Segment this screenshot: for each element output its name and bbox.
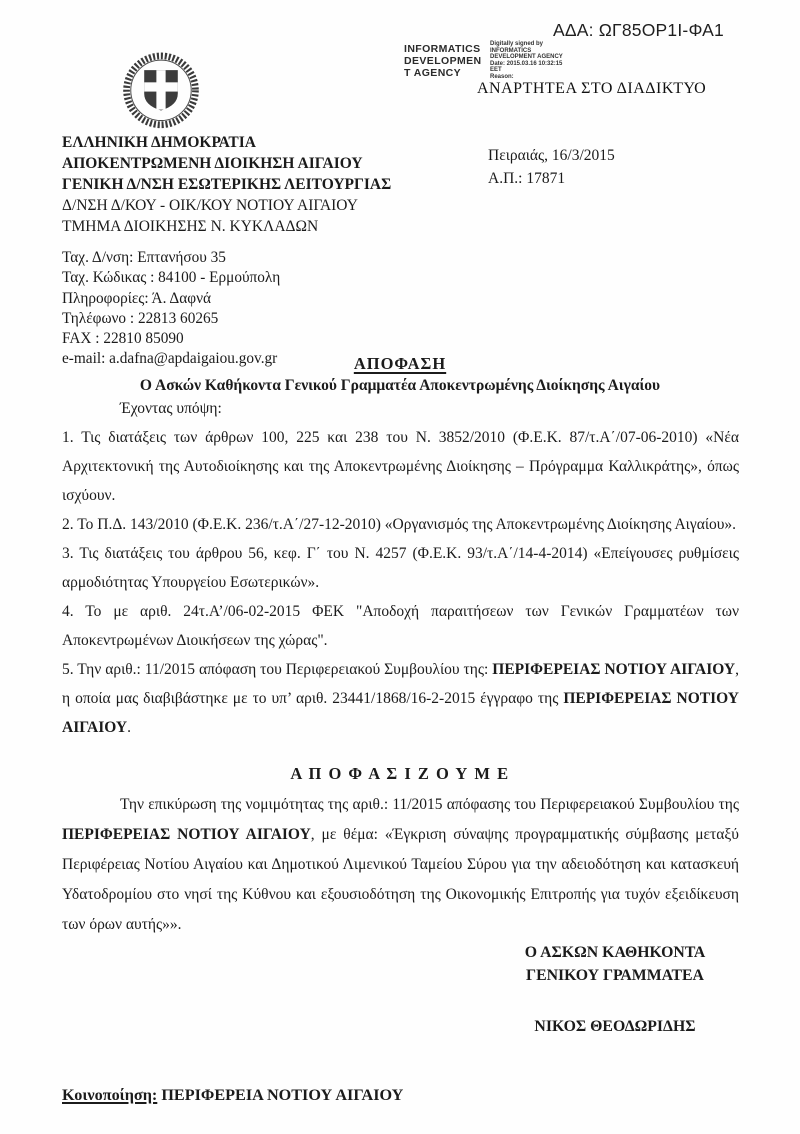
stamp-detail-line: INFORMATICS [490,47,532,54]
consideration-item: 2. Το Π.Δ. 143/2010 (Φ.Ε.Κ. 236/τ.Α΄/27-12-2010) «Οργανισμός της Αποκεντρωμένης Διοίκησης Αιγαίου». [62,516,737,533]
distribution-line [62,1086,403,1105]
stamp-agency-line: T AGENCY [404,67,462,79]
contact-block [62,248,280,370]
signatory-block [470,941,760,1038]
stamp-detail-line: Reason: [490,73,514,80]
stamp-detail-line: DEVELOPMENT AGENCY [490,54,563,61]
stamp-detail-line: Digitally signed by [490,41,544,47]
considerations-list [62,423,739,742]
consideration-item: 3. Τις διατάξεις του άρθρου 56, κεφ. Γ΄ του Ν. 4257 (Φ.Ε.Κ. 93/τ.Α΄/14-4-2014) «Επείγουσες ρυθμίσεις αρμοδιότητας Υπουργείου Εσωτερικών». [62,545,739,591]
distribution-label: Κοινοποίηση: [62,1086,158,1104]
contact-information: Πληροφορίες: Ά. Δαφνά [62,289,212,307]
letterhead-line: ΕΛΛΗΝΙΚΗ ΔΗΜΟΚΡΑΤΙΑ [62,134,256,151]
letterhead-line: ΤΜΗΜΑ ΔΙΟΙΚΗΣΗΣ Ν. ΚΥΚΛΑΔΩΝ [62,218,319,235]
stamp-agency-line: INFORMATICS [404,43,481,55]
letterhead [62,132,391,237]
letterhead-line: Δ/ΝΣΗ Δ/ΚΟΥ - ΟΙΚ/ΚΟΥ ΝΟΤΙΟΥ ΑΙΓΑΙΟΥ [62,197,358,214]
stamp-detail-line: Date: 2015.03.16 10:32:15 [490,60,563,67]
contact-email: e-mail: a.dafna@apdaigaiou.gov.gr [62,350,278,368]
signatory-title-line1: Ο ΑΣΚΩΝ ΚΑΘΗΚΟΝΤΑ [524,944,706,961]
stamp-detail-line: EET [490,67,502,74]
consideration-item: 1. Τις διατάξεις των άρθρων 100, 225 και 238 του Ν. 3852/2010 (Φ.Ε.Κ. 87/τ.Α΄/07-06-2010) «Νέα Αρχιτεκτονική της Αυτοδιοίκησης και της Αποκεντρωμένης Διοίκησης – Πρόγραμμα Καλλικράτης», όπως ισχύουν. [62,429,739,504]
place-date: Πειραιάς, 16/3/2015 [488,147,615,164]
consideration-item: 4. Το με αριθ. 24τ.Α’/06-02-2015 ΦΕΚ "Αποδοχή παραιτήσεων των Γενικών Γραμματέων των Αποκεντρωμένων Διοικήσεων της χώρας". [62,603,739,649]
protocol-number: Α.Π.: 17871 [488,169,566,187]
distribution-value: ΠΕΡΙΦΕΡΕΙΑ ΝΟΤΙΟΥ ΑΙΓΑΙΟΥ [157,1086,404,1104]
posting-notice: ΑΝΑΡΤΗΤΕΑ ΣΤΟ ΔΙΑΔΙΚΤΥΟ [477,80,707,97]
contact-fax: FAX : 22810 85090 [62,330,184,348]
letterhead-line: ΑΠΟΚΕΝΤΡΩΜΕΝΗ ΔΙΟΙΚΗΣΗ ΑΙΓΑΙΟΥ [62,155,363,172]
stamp-agency-line: DEVELOPMEN [404,55,482,67]
decision-title: ΑΠΟΦΑΣΗ [353,354,447,373]
hellenic-emblem-icon [118,50,204,134]
contact-postal-code: Ταχ. Κώδικας : 84100 - Ερμούπολη [62,269,281,287]
signatory-name: ΝΙΚΟΣ ΘΕΟΔΩΡΙΔΗΣ [534,1018,696,1035]
operative-heading: Α Π Ο Φ Α Σ Ι Ζ Ο Υ Μ Ε [290,764,510,783]
contact-address: Ταχ. Δ/νση: Επτανήσου 35 [62,249,226,266]
date-protocol-block [488,145,615,190]
digital-signature-stamp [404,43,614,79]
contact-phone: Τηλέφωνο : 22813 60265 [62,309,219,327]
stamp-signature-details [490,41,610,81]
operative-paragraph: Την επικύρωση της νομιμότητας της αριθ.: 11/2015 απόφασης του Περιφερειακού Συμβουλίου της ΠΕΡΙΦΕΡΕΙΑΣ ΝΟΤΙΟΥ ΑΙΓΑΙΟΥ, με θέμα: «Έγκριση σύναψης προγραμματικής σύμβασης μεταξύ Περιφέρειας Νοτίου Αιγαίου και Δημοτικού Λιμενικού Ταμείου Σύρου για την αδειοδότηση και κατασκευή Υδατοδρομίου στο νησί της Κύθνου και εξουσιοδότηση της Οικονομικής Επιτροπής για τυχόν εξειδίκευση των όρων αυτής»». [62,796,739,933]
preamble: Έχοντας υπόψη: [120,400,222,417]
decision-issuer: Ο Ασκών Καθήκοντα Γενικού Γραμματέα Αποκεντρωμένης Διοίκησης Αιγαίου [139,377,661,394]
ada-code: ΑΔΑ: ΩΓ85ΟΡ1Ι-ΦΑ1 [553,20,724,40]
consideration-item: 5. Την αριθ.: 11/2015 απόφαση του Περιφερειακού Συμβουλίου της: ΠΕΡΙΦΕΡΕΙΑΣ ΝΟΤΙΟΥ ΑΙΓΑΙΟΥ, η οποία μας διαβιβάστηκε με το υπ’ αριθ. 23441/1868/16-2-2015 έγγραφο της ΠΕΡΙΦΕΡΕΙΑΣ ΝΟΤΙΟΥ ΑΙΓΑΙΟΥ. [62,661,740,736]
letterhead-line: ΓΕΝΙΚΗ Δ/ΝΣΗ ΕΣΩΤΕΡΙΚΗΣ ΛΕΙΤΟΥΡΓΙΑΣ [62,176,392,193]
signatory-title-line2: ΓΕΝΙΚΟΥ ΓΡΑΜΜΑΤΕΑ [526,967,704,984]
